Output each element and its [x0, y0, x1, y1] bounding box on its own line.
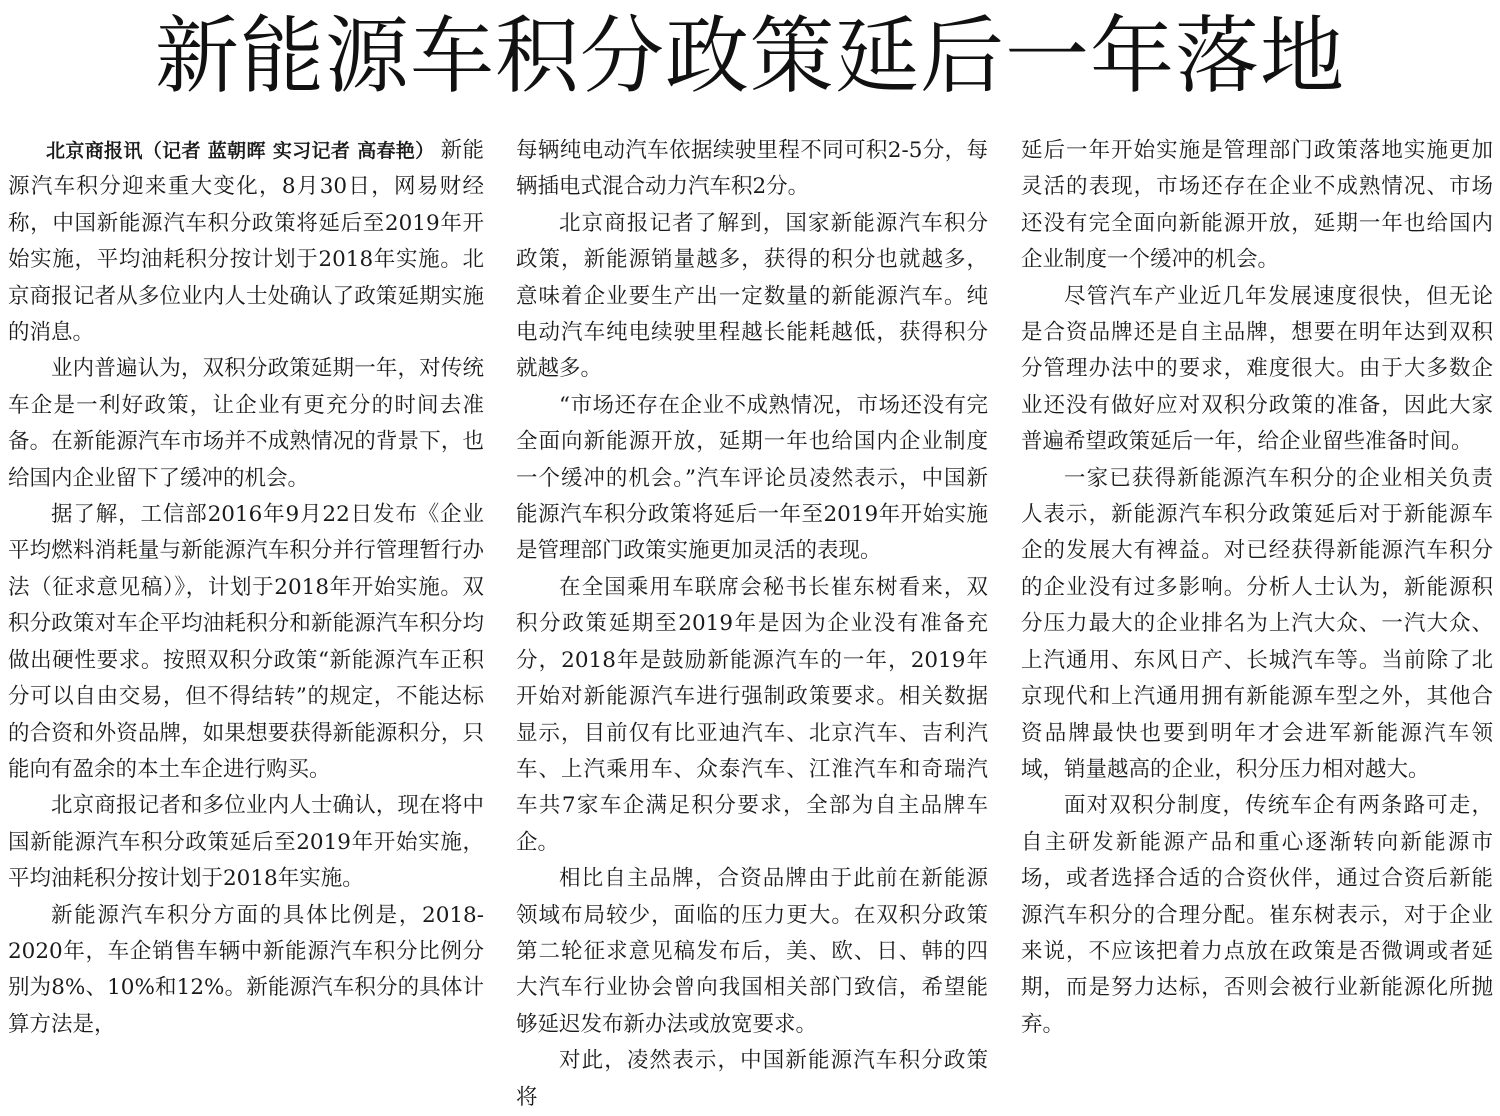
article-paragraph: 相比自主品牌，合资品牌由于此前在新能源领域布局较少，面临的压力更大。在双积分政策第二轮征求意见稿发布后，美、欧、日、韩的四大汽车行业协会曾向我国相关部门致信，希望能够延迟发布新办法或放宽要求。: [516, 866, 988, 1037]
article-column-3: [1021, 133, 1493, 1037]
article-column-1: [8, 133, 484, 1037]
article-paragraph: 据了解，工信部2016年9月22日发布《企业平均燃料消耗量与新能源汽车积分并行管理暂行办法（征求意见稿）》，计划于2018年开始实施。双积分政策对车企平均油耗积分和新能源汽车积分均做出硬性要求。按照双积分政策“新能源汽车正积分可以自由交易，但不得结转”的规定，不能达标的合资和外资品牌，如果想要获得新能源积分，只能向有盈余的本土车企进行购买。: [8, 502, 484, 782]
article-paragraph: 新能源汽车积分方面的具体比例是，2018-2020年，车企销售车辆中新能源汽车积分比例分别为8%、10%和12%。新能源汽车积分的具体计算方法是，: [8, 902, 484, 1037]
article-paragraph: “市场还存在企业不成熟情况，市场还没有完全面向新能源开放，延期一年也给国内企业制度一个缓冲的机会。”汽车评论员凌然表示，中国新能源汽车积分政策将延后一年至2019年开始实施是管理部门政策实施更加灵活的表现。: [516, 392, 988, 564]
article-paragraph: 尽管汽车产业近几年发展速度很快，但无论是合资品牌还是自主品牌，想要在明年达到双积分管理办法中的要求，难度很大。由于大多数企业还没有做好应对双积分政策的准备，因此大家普遍希望政策延后一年，给企业留些准备时间。: [1021, 283, 1493, 455]
article-headline: 新能源车积分政策延后一年落地: [154, 7, 1345, 105]
article-byline: 北京商报讯（记者 蓝朝晖 实习记者 高春艳）: [46, 140, 435, 162]
article-paragraph: 面对双积分制度，传统车企有两条路可走，自主研发新能源产品和重心逐渐转向新能源市场，或者选择合适的合资伙伴，通过合资后新能源汽车积分的合理分配。崔东树表示，对于企业来说，不应该把着力点放在政策是否微调或者延期，而是努力达标，否则会被行业新能源化所抛弃。: [1021, 793, 1493, 1037]
paragraph-text: 新能源汽车积分迎来重大变化，8月30日，网易财经称，中国新能源汽车积分政策将延后至2019年开始实施，平均油耗积分按计划于2018年实施。北京商报记者从多位业内人士处确认了政策延期实施的消息。: [8, 138, 484, 346]
article-paragraph: [8, 133, 484, 351]
article-paragraph: 北京商报记者了解到，国家新能源汽车积分政策，新能源销量越多，获得的积分也就越多，意味着企业要生产出一定数量的新能源汽车。纯电动汽车纯电续驶里程越长能耗越低，获得积分就越多。: [516, 210, 988, 382]
article-column-2: [516, 133, 988, 1110]
article-paragraph: 北京商报记者和多位业内人士确认，现在将中国新能源汽车积分政策延后至2019年开始实施，平均油耗积分按计划于2018年实施。: [8, 793, 484, 892]
article-paragraph: 在全国乘用车联席会秘书长崔东树看来，双积分政策延期至2019年是因为企业没有准备充分，2018年是鼓励新能源汽车的一年，2019年开始对新能源汽车进行强制政策要求。相关数据显示，目前仅有比亚迪汽车、北京汽车、吉利汽车、上汽乘用车、众泰汽车、江淮汽车和奇瑞汽车共7家车企满足积分要求，全部为自主品牌车企。: [516, 574, 988, 855]
article-paragraph: 一家已获得新能源汽车积分的企业相关负责人表示，新能源汽车积分政策延后对于新能源车企的发展大有裨益。对已经获得新能源汽车积分的企业没有过多影响。分析人士认为，新能源积分压力最大的企业排名为上汽大众、一汽大众、上汽通用、东风日产、长城汽车等。当前除了北京现代和上汽通用拥有新能源车型之外，其他合资品牌最快也要到明年才会进军新能源汽车领域，销量越高的企业，积分压力相对越大。: [1021, 465, 1493, 782]
article-paragraph: 每辆纯电动汽车依据续驶里程不同可积2-5分，每辆插电式混合动力汽车积2分。: [516, 138, 988, 200]
article-paragraph: 延后一年开始实施是管理部门政策落地实施更加灵活的表现，市场还存在企业不成熟情况、市场还没有完全面向新能源开放，延期一年也给国内企业制度一个缓冲的机会。: [1021, 138, 1493, 273]
article-paragraph: 业内普遍认为，双积分政策延期一年，对传统车企是一利好政策，让企业有更充分的时间去准备。在新能源汽车市场并不成熟情况的背景下，也给国内企业留下了缓冲的机会。: [8, 356, 484, 491]
article-paragraph: 对此，凌然表示，中国新能源汽车积分政策将: [516, 1048, 988, 1110]
